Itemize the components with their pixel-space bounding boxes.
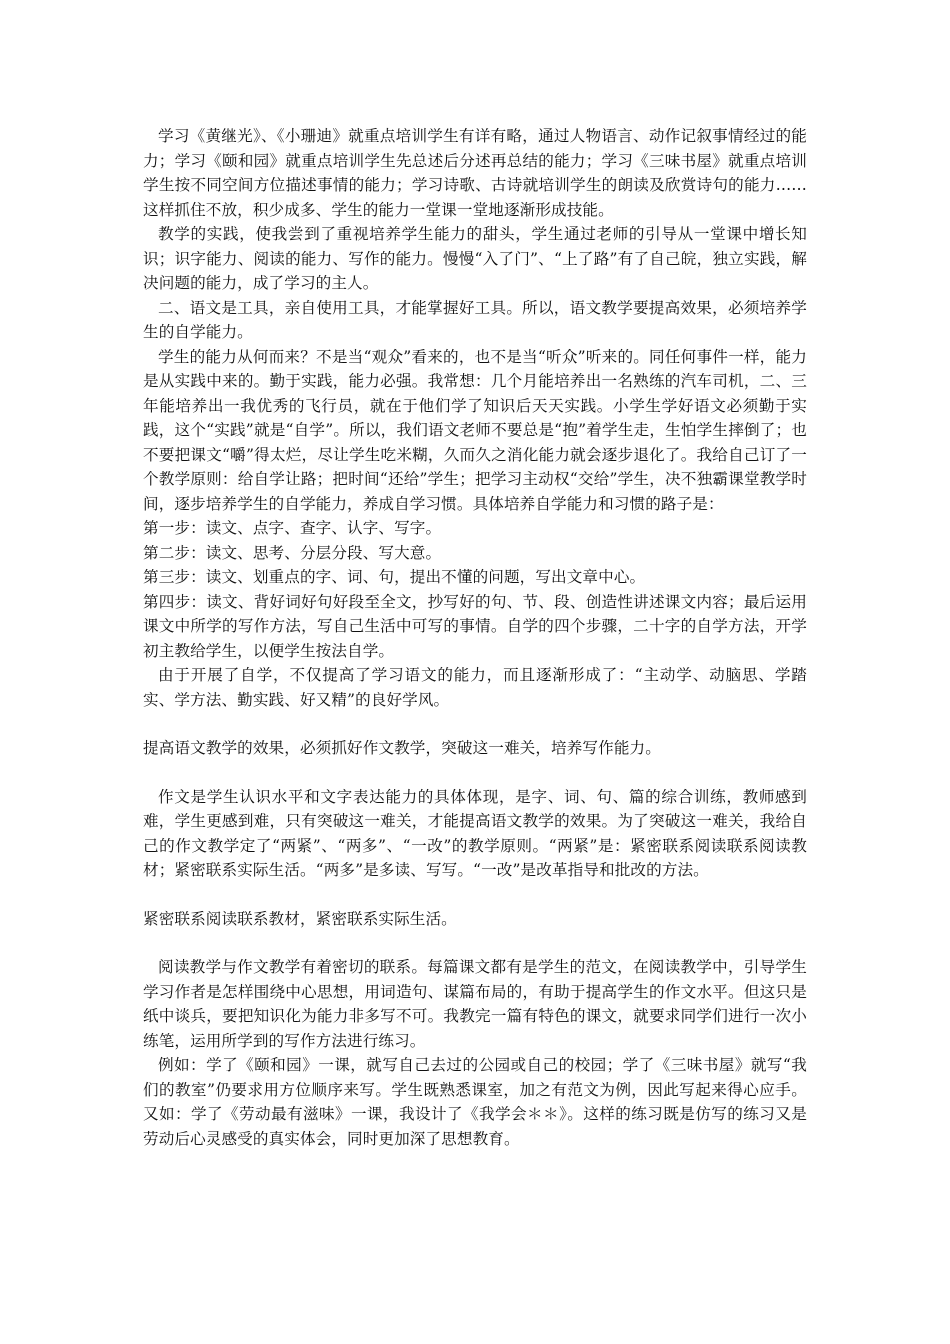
step-one: 第一步：读文、点字、查字、认字、写字。	[143, 519, 442, 537]
step-three: 第三步：读文、划重点的字、词、句，提出不懂的问题，写出文章中心。	[143, 568, 646, 586]
paragraph-composition-principles: 作文是学生认识水平和文字表达能力的具体体现，是字、词、句、篇的综合训练，教师感到难，学生更感到难，只有突破这一难关，才能提高语文教学的效果。为了突破这一难关，我给自己的作文教学定了“两紧”、“两多”、“一改”的教学原则。“两紧”是：紧密联系阅读联系阅读教材；紧密联系实际生活。“两多”是多读、写写。“一改”是改革指导和批改的方法。	[143, 787, 807, 879]
paragraph-reading-writing-link: 阅读教学与作文教学有着密切的联系。每篇课文都有是学生的范文，在阅读教学中，引导学生学习作者是怎样围绕中心思想，用词造句、谋篇布局的，有助于提高学生的作文水平。但这只是纸中谈兵，要把知识化为能力非多写不可。我教完一篇有特色的课文，就要求同学们进行一次小练笔，运用所学到的写作方法进行练习。	[143, 958, 807, 1050]
paragraph-teaching-practice: 教学的实践，使我尝到了重视培养学生能力的甜头，学生通过老师的引导从一堂课中增长知识；识字能力、阅读的能力、写作的能力。慢慢“入了门”、“上了路”有了自己皖，独立实践，解决问题的能力，成了学习的主人。	[143, 225, 807, 292]
step-two: 第二步：读文、思考、分层分段、写大意。	[143, 543, 442, 562]
heading-close-contact: 紧密联系阅读联系教材，紧密联系实际生活。	[143, 909, 457, 928]
paragraph-study-style: 由于开展了自学，不仅提高了学习语文的能力，而且逐渐形成了：“主动学、动脑思、学踏实、学方法、勤实践、好又精”的良好学风。	[143, 666, 807, 709]
document-page	[143, 124, 807, 1151]
paragraph-examples: 例如：学了《颐和园》一课，就写自己去过的公园或自己的校园；学了《三味书屋》就写“我们的教室”仍要求用方位顺序来写。学生既熟悉课室，加之有范文为例，因此写起来得心应手。又如：学了《劳动最有滋味》一课，我设计了《我学会＊＊》。这样的练习既是仿写的练习又是劳动后心灵感受的真实体会，同时更加深了思想教育。	[143, 1056, 807, 1148]
step-four: 第四步：读文、背好词好句好段至全文，抄写好的句、节、段、创造性讲述课文内容；最后运用课文中所学的写作方法，写自己生活中可写的事情。自学的四个步骤，二十字的自学方法，开学初主教给学生，以便学生按法自学。	[143, 592, 807, 660]
paragraph-ability-training: 学习《黄继光》、《小珊迪》就重点培训学生有详有略，通过人物语言、动作记叙事情经过的能力；学习《颐和园》就重点培训学生先总述后分述再总结的能力；学习《三味书屋》就重点培训学生按不同空间方位描述事情的能力；学习诗歌、古诗就培训学生的朗读及欣赏诗句的能力……这样抓住不放，积少成多、学生的能力一堂课一堂地逐渐形成技能。	[143, 127, 807, 219]
paragraph-section-two-heading: 二、语文是工具，亲自使用工具，才能掌握好工具。所以，语文教学要提高效果，必须培养学生的自学能力。	[143, 298, 807, 341]
heading-composition-teaching: 提高语文教学的效果，必须抓好作文教学，突破这一难关，培养写作能力。	[143, 739, 661, 757]
paragraph-self-study: 学生的能力从何而来？不是当“观众”看来的，也不是当“听众”听来的。同任何事件一样，能力是从实践中来的。勤于实践，能力必强。我常想：几个月能培养出一名熟练的汽车司机，二、三年能培养出一我优秀的飞行员，就在于他们学了知识后天天实践。小学生学好语文必须勤于实践，这个“实践”就是“自学”。所以，我们语文老师不要总是“抱”着学生走，生怕学生摔倒了；也不要把课文“嚼”得太烂，尽让学生吃米糊，久而久之消化能力就会逐步退化了。我给自己订了一个教学原则：给自学让路；把时间“还给”学生；把学习主动权“交给”学生，决不独霸课堂教学时间，逐步培养学生的自学能力，养成自学习惯。具体培养自学能力和习惯的路子是：	[143, 347, 807, 513]
